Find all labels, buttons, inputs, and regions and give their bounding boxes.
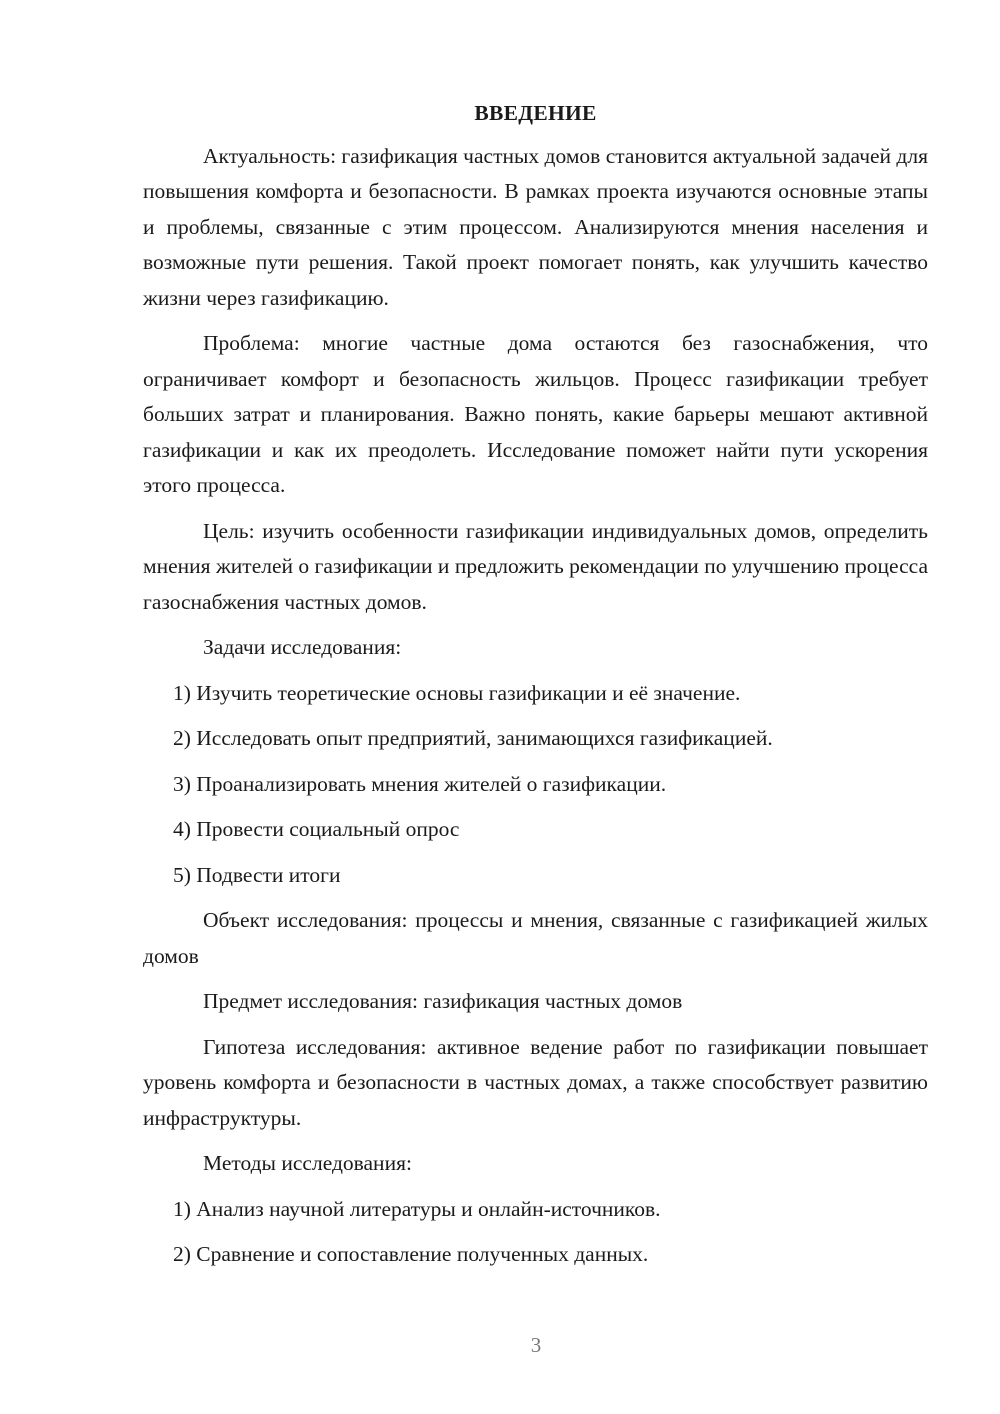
hypothesis-paragraph: Гипотеза исследования: активное ведение работ по газификации повышает уровень комфорта и безопасности в частных домах, а также способствует развитию инфраструктуры. — [143, 1034, 928, 1130]
task-item-3: 3) Проанализировать мнения жителей о газификации. — [173, 771, 667, 796]
subject-paragraph: Предмет исследования: газификация частных домов — [203, 989, 683, 1013]
method-item-2: 2) Сравнение и сопоставление полученных данных. — [173, 1242, 649, 1266]
methods-heading: Методы исследования: — [203, 1151, 412, 1175]
goal-paragraph: Цель: изучить особенности газификации индивидуальных домов, определить мнения жителей о газификации и предложить рекомендации по улучшению процесса газоснабжения частных домов. — [143, 518, 928, 614]
relevance-paragraph: Актуальность: газификация частных домов становится актуальной задачей для повышения комфорта и безопасности. В рамках проекта изучаются основные этапы и проблемы, связанные с этим процессом. Анализируются мнения населения и возможные пути решения. Такой проект помогает понять, как улучшить качество жизни через газификацию. — [143, 143, 928, 310]
document-page — [143, 96, 928, 1283]
task-item-5: 5) Подвести итоги — [173, 862, 341, 887]
task-item-4: 4) Провести социальный опрос — [173, 817, 460, 841]
object-paragraph: Объект исследования: процессы и мнения, связанные с газификацией жилых домов — [143, 908, 928, 968]
method-item-1: 1) Анализ научной литературы и онлайн-источников. — [173, 1196, 661, 1221]
tasks-heading: Задачи исследования: — [203, 635, 402, 659]
page-title: ВВЕДЕНИЕ — [474, 101, 597, 125]
problem-paragraph: Проблема: многие частные дома остаются без газоснабжения, что ограничивает комфорт и безопасность жильцов. Процесс газификации требует больших затрат и планирования. Важно понять, какие барьеры мешают активной газификации и как их преодолеть. Исследование поможет найти пути ускорения этого процесса. — [143, 331, 928, 497]
task-item-2: 2) Исследовать опыт предприятий, занимающихся газификацией. — [173, 726, 773, 750]
page-number: 3 — [530, 1333, 542, 1357]
task-item-1: 1) Изучить теоретические основы газификации и её значение. — [173, 680, 741, 705]
